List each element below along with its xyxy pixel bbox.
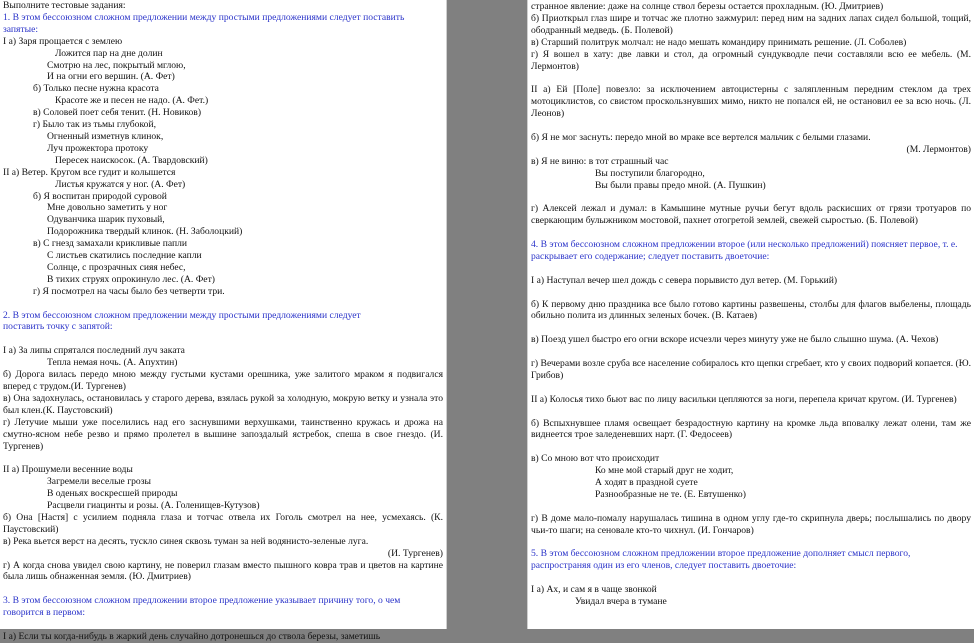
text-line: в) Старший политрук молчал: не надо мешать командиру принимать решение. (Л. Соболев) xyxy=(531,36,907,48)
text-line: б) Приоткрыл глаз шире и тотчас же плотно зажмурил: перед ним на задних лапах сидел большой, тощий, ободранный медведь. (Б. Полевой) xyxy=(531,12,971,36)
text-line: б) Я воспитан природой суровой xyxy=(33,190,167,202)
text-line: I а) За липы спрятался последний луч заката xyxy=(3,345,185,357)
paragraph-spacer xyxy=(3,583,443,595)
text-line: Смотрю на лес, покрытый мглою, xyxy=(47,59,186,71)
text-line: Ко мне мой старый друг не ходит, xyxy=(595,465,734,477)
text-line: г) Летучие мыши уже поселились над его заснувшими верхушками, таинственно кружась и дрожа на смутно-ясном небе резво и прямо пролетел в вышине запоздалый ястребок, спеша в свое гнездо. (И. Тургенев) xyxy=(3,416,443,452)
text-line: I а) Если ты когда-нибудь в жаркий день случайно дотронешься до ствола березы, заметишь xyxy=(3,630,381,642)
paragraph-spacer xyxy=(531,406,971,418)
task-heading: 2. В этом бессоюзном сложном предложении между простыми предложениями следует xyxy=(3,309,361,321)
text-line: Одуванчика шарик пуховый, xyxy=(47,214,165,226)
text-line: II а) Ей [Поле] повезло: за исключением автоцистерны с заляпленным передним стеклом да трех мотоциклистов, со свистом проскользнувших мимо, никто не попался ей, не остановил ее за всю ночь. (Л. Леонов) xyxy=(531,84,971,120)
paragraph-spacer xyxy=(531,72,971,84)
text-line: б) К первому дню праздника все было готово картины развешены, столбы для флагов выбелены, площадь обильно полита из длинных зеленых бочек. (В. Катаев) xyxy=(531,298,971,322)
paragraph-spacer xyxy=(531,263,971,275)
paragraph-spacer xyxy=(531,537,971,549)
text-line: Листья кружатся у ног. (А. Фет) xyxy=(55,178,186,190)
paragraph-spacer xyxy=(531,501,971,513)
task-heading: 3. В этом бессоюзном сложном предложении второе предложение указывает причину того, о чем говорится в первом: xyxy=(3,595,401,619)
text-line: в) Она задохнулась, остановилась у старого дерева, взялась рукой за холодную, мокрую ветку и узнала это был клен.(К. Паустовский) xyxy=(3,392,443,416)
paragraph-spacer xyxy=(531,441,971,453)
text-line: Ложится пар на дне долин xyxy=(55,47,163,59)
text-line: I а) Ах, и сам я в чаще звонкой xyxy=(531,584,657,596)
task-heading: 4. В этом бессоюзном сложном предложении второе (или несколько предложений) поясняет первое, т. е. раскрывает его содержание; следует поставить двоеточие: xyxy=(531,239,958,262)
text-line: (М. Лермонтов) xyxy=(906,143,971,155)
paragraph-spacer xyxy=(3,619,443,631)
text-line: б) Вспыхнувшее пламя освещает безрадостную картину на кромке льда вповалку лежат олени, там же виднеется трое заледеневших нарт. (Г. Федосеев) xyxy=(531,417,971,441)
text-line: г) А когда снова увидел свою картину, не поверил глазам вместо пышного ковра трав и цветов на картине была лишь обнаженная земля. (Ю. Дмитриев) xyxy=(3,559,443,583)
text-line: в) Со мною вот что происходит xyxy=(531,453,660,465)
text-line: г) Я посмотрел на часы было без четверти три. xyxy=(33,285,225,297)
text-line: в) Поезд ушел быстро его огни вскоре исчезли через минуту уже не было слышно шума. (А. Чехов) xyxy=(531,334,939,346)
text-line: в) С гнезд замахали крикливые папли xyxy=(33,238,188,250)
text-line: С листьев скатились последние капли xyxy=(47,250,202,262)
paragraph-spacer xyxy=(531,227,971,239)
text-line: г) Я вошел в хату: две лавки и стол, да огромный сундукводле печи составляли всю ее мебель. (М. Лермонтов) xyxy=(531,48,971,72)
text-line: В оденьях воскресшей природы xyxy=(47,488,178,500)
text-line: I а) Наступал вечер шел дождь с севера порывисто дул ветер. (М. Горький) xyxy=(531,274,838,286)
text-line: в) Я не виню: в тот страшный час xyxy=(531,155,669,167)
text-line: в) Река вьется верст на десять, тускло синея сквозь туман за ней водянисто-зеленые луга. xyxy=(3,535,369,547)
text-line: б) Она [Настя] с усилием подняла глаза и тотчас отвела их Гоголь смотрел на нее, усмехаясь. (К. Паустовский) xyxy=(3,511,443,535)
task-heading: 5. В этом бессоюзном сложном предложении второе предложение дополняет смысл первого, распространяя один из его членов, следует поставить двоеточие: xyxy=(531,548,911,572)
text-line: странное явление: даже на солнце ствол березы остается прохладным. (Ю. Дмитриев) xyxy=(531,1,884,12)
text-line: Вы были правы предо мной. (А. Пушкин) xyxy=(595,179,766,191)
right-document-page xyxy=(527,0,974,629)
text-line: Красоте же и песен не надо. (А. Фет.) xyxy=(55,95,209,107)
text-line: (И. Тургенев) xyxy=(387,547,443,559)
text-line: В тихих струях опрокинуло лес. (А. Фет) xyxy=(47,273,215,285)
text-line: г) В доме мало-помалу нарушалась тишина в одном углу где-то скрипнула дверь; послышались по двору чьи-то шаги; на сеновале кто-то чихнул. (И. Гончаров) xyxy=(531,512,971,536)
task-heading: поставить точку с запятой: xyxy=(3,321,113,333)
text-line: II а) Прошумели весенние воды xyxy=(3,464,133,476)
right-page-text xyxy=(531,1,971,608)
text-line: Выполните тестовые задания: xyxy=(3,0,126,11)
paragraph-spacer xyxy=(531,346,971,358)
text-line: II а) Колосья тихо бьют вас по лицу васильки цепляются за ноги, перепела кричат кругом. (И. Тургенев) xyxy=(531,393,957,405)
text-line: г) Было так из тьмы глубокой, xyxy=(33,119,156,131)
text-line: Тепла немая ночь. (А. Апухтин) xyxy=(47,357,178,369)
text-line: Пересек наискосок. (А. Твардовский) xyxy=(55,154,208,166)
text-line: Увидал вчера в тумане xyxy=(575,596,667,608)
paragraph-spacer xyxy=(3,452,443,464)
text-line: б) Дорога вилась передо мною между густыми кустами орешника, уже залитого мраком я подвигался вперед с трудом.(И. Тургенев) xyxy=(3,369,443,392)
text-line: И на огни его вершин. (А. Фет) xyxy=(47,71,175,83)
paragraph-spacer xyxy=(3,298,443,310)
text-line: II а) Ветер. Кругом все гудит и колышется xyxy=(3,166,176,178)
text-line: Огненный изметнув клинок, xyxy=(47,130,164,142)
left-document-page xyxy=(0,0,447,642)
text-line: I а) Заря прощается с землею xyxy=(3,35,123,47)
text-line: А ходят в праздной суете xyxy=(595,477,698,489)
paragraph-spacer xyxy=(531,287,971,299)
text-line: Солнце, с прозрачных сияя небес, xyxy=(47,261,186,273)
paragraph-spacer xyxy=(531,120,971,132)
text-line: г) Алексей лежал и думал: в Камышине мутные ручьи бегут вдоль раскисших от грязи тротуаров по сверкающим булыжником мостовой, пахнет отогретой землей, свежей сыростью. (Б. Полевой) xyxy=(531,203,971,227)
text-line: Луч прожектора протоку xyxy=(47,142,149,154)
text-line: Вы поступили благородно, xyxy=(595,167,705,179)
text-line: б) Только песне нужна красота xyxy=(33,83,159,95)
task-heading: запятые: xyxy=(3,23,39,35)
paragraph-spacer xyxy=(531,382,971,394)
text-line: Загремели веселые грозы xyxy=(47,476,151,488)
text-line: Разнообразные не те. (Е. Евтушенко) xyxy=(595,488,746,500)
paragraph-spacer xyxy=(531,572,971,584)
paragraph-spacer xyxy=(531,322,971,334)
paragraph-spacer xyxy=(3,333,443,345)
paragraph-spacer xyxy=(531,191,971,203)
text-line: б) Я не мог заснуть: передо мной во мраке все вертелся мальчик с белыми глазами. xyxy=(531,131,871,143)
text-line: в) Соловей поет себя тенит. (Н. Новиков) xyxy=(33,107,202,119)
text-line: Мне довольно заметить у ног xyxy=(47,202,168,214)
text-line: Подорожника твердый клинок. (Н. Заболоцкий) xyxy=(47,226,243,238)
task-heading: 1. В этом бессоюзном сложном предложении между простыми предложениями следует поставить xyxy=(3,11,405,23)
text-line: г) Вечерами возле сруба все население собиралось кто щепки сгребает, кто у своих подворий копается. (Ю. Грибов) xyxy=(531,358,971,381)
text-line: Расцвели гиацинты и розы. (А. Голенищев-Кутузов) xyxy=(47,500,260,512)
left-page-text xyxy=(3,0,443,643)
